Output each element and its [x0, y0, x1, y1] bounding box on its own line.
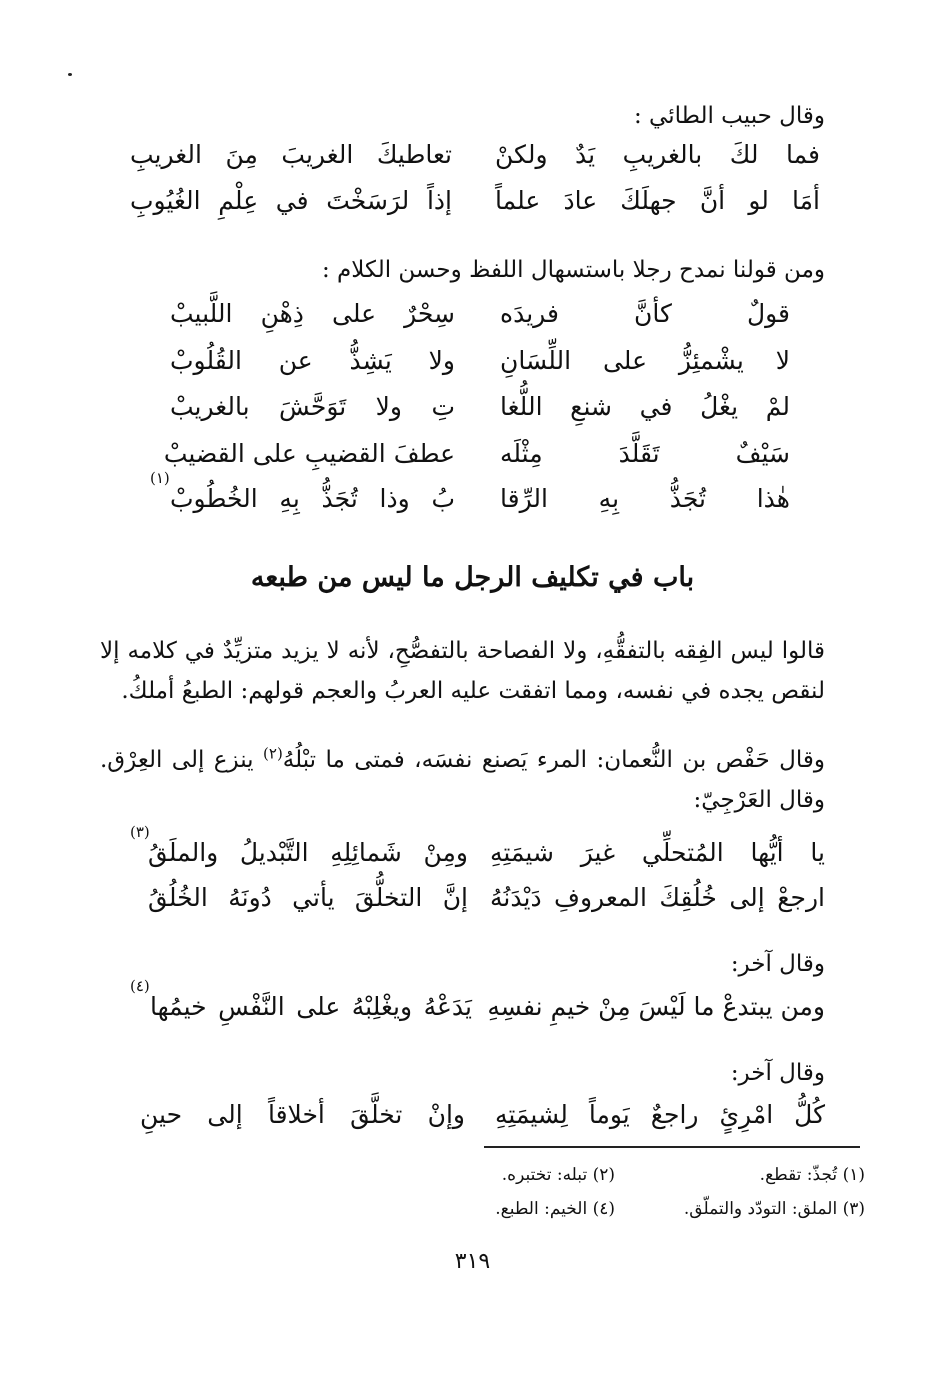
verse-second-hemistich: ولا يَشِذُّ عن القُلُوبْ: [170, 346, 455, 375]
footnote-text: تبله: تختبره.: [501, 1165, 588, 1185]
verse-first-hemistich: كُلُّ امْرِئٍ راجعٌ يَوماً لِشيمَتِهِ: [495, 1100, 825, 1129]
footnote-marker: (٢): [263, 744, 283, 763]
intro-habib: وقال حبيب الطائي :: [633, 103, 825, 129]
paragraph-text: وقال حَفْص بن النُّعمان: المرء يَصنع نفسَه، فمتى ما تبْلُهُ: [282, 747, 825, 773]
footnote-text: الخيم: الطبع.: [495, 1199, 588, 1219]
verse-first-hemistich: لمْ يغْلُ في شنعِ اللُّغا: [500, 392, 790, 421]
verse-first-hemistich: لا يشْمئِزُّ على اللِّسَانِ: [500, 346, 790, 375]
verse-second-hemistich: تِ ولا تَوَحَّشَ بالغريبْ: [170, 392, 455, 421]
paragraph: [100, 740, 825, 820]
footnote-separator: [484, 1146, 860, 1148]
footnote: [760, 1162, 865, 1188]
verse-line: [170, 386, 790, 428]
verse-line: [170, 340, 790, 382]
verse-first-hemistich: هٰذا تُجَذُّ بِهِ الرِّقا: [500, 484, 790, 513]
intro-akhar: وقال آخر:: [730, 1060, 825, 1086]
verse-first-hemistich: يا أيُّها المُتحلِّي غيرَ شيمَتِهِ: [490, 838, 825, 867]
footnote: [495, 1196, 615, 1222]
verse-first-hemistich: ارجعْ إلى خُلُقِكَ المعروفِ دَيْدَنُهُ: [490, 883, 825, 912]
chapter-heading: باب في تكليف الرجل ما ليس من طبعه: [250, 562, 695, 593]
footnote: [684, 1196, 865, 1222]
page-number: ٣١٩: [454, 1249, 491, 1274]
footnote-number: (٣): [842, 1199, 865, 1219]
verse-line: [130, 877, 825, 919]
verse-first-hemistich: أمَا لو أنَّ جهلَكَ عادَ علماً: [495, 186, 820, 215]
verse-first-hemistich: فما لكَ بالغريبِ يَدٌ ولكنْ: [495, 140, 820, 169]
verse-line: [163, 433, 790, 475]
verse-second-hemistich: سِحْرٌ على ذِهْنِ اللَّبيبْ: [170, 299, 455, 328]
verse-second-hemistich: بُ وذا تُجَذُّ بِهِ الخُطُوبْ: [170, 484, 455, 513]
verse-line: [170, 293, 790, 335]
verse-second-hemistich: يَدَعْهُ ويغْلِبْهُ على النَّفْسِ خيمُها: [150, 992, 472, 1021]
footnote-number: (١): [842, 1165, 865, 1185]
verse-second-hemistich: تعاطيكَ الغريبَ مِنَ الغريبِ: [130, 140, 452, 169]
verse-line: [140, 1094, 825, 1136]
verse-first-hemistich: سَيْفٌ تَقَلَّدَ مِثْلَه: [500, 439, 790, 468]
verse-line: هٰذا تُجَذُّ بِهِ الرِّقا بُ وذا تُجَذُّ بِهِ الخُطُوبْ (١): [150, 478, 790, 520]
verse-line: يا أيُّها المُتحلِّي غيرَ شيمَتِهِ ومِنْ شَمائِلِهِ التَّبْديلُ والملَقُ (٣): [130, 832, 825, 874]
verse-line: [130, 134, 820, 176]
intro-akhar: وقال آخر:: [730, 951, 825, 977]
verse-second-hemistich: إذاً لرَسَخْتَ في عِلْمِ الغُيُوبِ: [130, 186, 452, 215]
verse-line: [130, 180, 820, 222]
footnote-number: (٤): [592, 1199, 615, 1219]
footnote-text: الملق: التودّد والتملّق.: [683, 1199, 838, 1219]
verse-second-hemistich: إنَّ التخلُّقَ يأتي دُونَهُ الخُلُقُ: [148, 883, 468, 912]
footnote-text: تُجذّ: تقطع.: [759, 1165, 838, 1185]
verse-first-hemistich: ومن يبتدعْ ما لَيْسَ مِنْ خيمِ نفسِهِ: [487, 992, 825, 1021]
paragraph: قالوا ليس الفِقه بالتفقُّهِ، ولا الفصاحة بالتفصُّحِ، لأنه لا يزيد متزيِّدٌ في كلامه إلا لنقص يجده في نفسه، ومما اتفقت عليه العربُ والعجم قولهم: الطبعُ أملكُ.: [100, 638, 825, 704]
footnote: [502, 1162, 615, 1188]
footnote-number: (٢): [592, 1165, 615, 1185]
intro-qawl: ومن قولنا نمدح رجلا باستسهال اللفظ وحسن الكلام :: [321, 257, 825, 283]
verse-second-hemistich: وإنْ تخلَّقَ أخلاقاً إلى حينِ: [140, 1100, 465, 1129]
paragraph-text: ينزع إلى العِرْق. وقال العَرْجِيّ:: [100, 747, 825, 813]
verse-first-hemistich: قولٌ كأنَّ فريدَه: [500, 299, 790, 328]
print-speck: [68, 73, 72, 76]
verse-line: ومن يبتدعْ ما لَيْسَ مِنْ خيمِ نفسِهِ يَدَعْهُ ويغْلِبْهُ على النَّفْسِ خيمُها (٤): [130, 986, 825, 1028]
verse-second-hemistich: عطفَ القضيبِ على القضيبْ: [163, 439, 455, 468]
verse-second-hemistich: ومِنْ شَمائِلِهِ التَّبْديلُ والملَقُ: [148, 838, 468, 867]
